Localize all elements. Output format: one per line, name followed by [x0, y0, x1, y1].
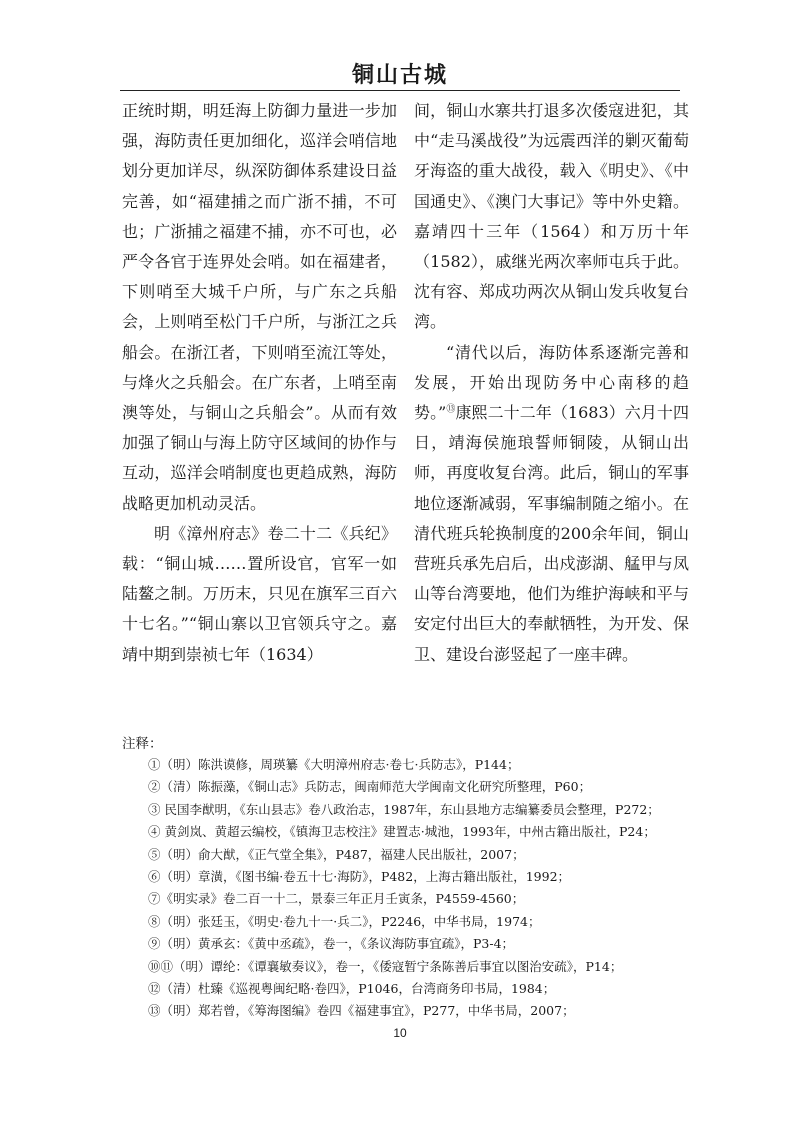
right-text-column: [414, 96, 689, 670]
footnote-item: ③ 民国李猷明，《东山县志》卷八政治志，1987年，东山县地方志编纂委员会整理，P272；: [148, 801, 660, 817]
body-paragraph: 间，铜山水寨共打退多次倭寇进犯，其中“走马溪战役”为远震西洋的剿灭葡萄牙海盗的重大战役，载入《明史》、《中国通史》、《澳门大事记》等中外史籍。嘉靖四十三年（1564）和万历十年（1582），戚继光两次率师屯兵于此。沈有容、郑成功两次从铜山发兵收复台湾。: [414, 101, 689, 332]
footnote-item: ④ 黄剑岚、黄超云编校，《镇海卫志校注》建置志·城池，1993年，中州古籍出版社，P24；: [148, 824, 656, 840]
footnote-item: ⑧（明）张廷玉，《明史·卷九十一·兵二》，P2246，中华书局，1974；: [148, 913, 541, 929]
body-text: 康熙二十二年（1683）六月十四日，靖海侯施琅誓师铜陵，从铜山出师，再度收复台湾。此后，铜山的军事地位逐渐减弱，军事编制随之缩小。在清代班兵轮换制度的200余年间，铜山营班兵承先启后，出戍澎湖、艋甲与凤山等台湾要地，他们为维护海峡和平与安定付出巨大的奉献牺牲，为开发、保卫、建设台澎竖起了一座丰碑。: [414, 403, 689, 664]
body-paragraph: 正统时期，明廷海上防御力量进一步加强，海防责任更加细化，巡洋会哨信地划分更加详尽，纵深防御体系建设日益完善，如“福建捕之而广浙不捕，不可也；广浙捕之福建不捕，亦不可也，必严令各官于连界处会哨。如在福建者，下则哨至大城千户所，与广东之兵船会，上则哨至松门千户所，与浙江之兵船会。在浙江者，下则哨至流江等处，与烽火之兵船会。在广东者，上哨至南澳等处，与铜山之兵船会”。从而有效加强了铜山与海上防守区域间的协作与互动，巡洋会哨制度也更趋成熟，海防战略更加机动灵活。: [122, 101, 397, 513]
left-text-column: [122, 96, 397, 670]
footnote-item: ⑨（明）黄承玄：《黄中丞疏》，卷一，《条议海防事宜疏》，P3-4；: [148, 936, 515, 952]
footnote-reference[interactable]: ⑬: [446, 404, 456, 415]
header-rule: [120, 90, 680, 91]
footnote-item: ⑫（清）杜臻《巡视粤闽纪略·卷四》，P1046，台湾商务印书局，1984；: [148, 981, 556, 997]
footnote-list: [148, 754, 708, 1023]
footnote-item: ⑤（明）俞大猷，《正气堂全集》，P487，福建人民出版社，2007；: [148, 846, 525, 862]
page-number: 10: [393, 1026, 407, 1040]
footnote-item: ⑩⑪（明）谭纶：《谭襄敏奏议》，卷一，《倭寇暂宁条陈善后事宜以图治安疏》，P14；: [148, 958, 623, 974]
page-header-title: 铜山古城: [351, 62, 448, 88]
footnote-item: ②（清）陈振藻，《铜山志》兵防志，闽南师范大学闽南文化研究所整理，P60；: [148, 779, 592, 795]
body-paragraph: [414, 338, 689, 670]
footnote-item: ⑬（明）郑若曾，《筹海图编》卷四《福建事宜》，P277，中华书局，2007；: [148, 1003, 575, 1019]
footnote-item: ⑥（明）章潢，《图书编·卷五十七·海防》，P482，上海古籍出版社，1992；: [148, 869, 571, 885]
quote-text: “清代以后，海防体系逐渐完善和发展，开始出现防务中心南移的趋势。”: [414, 342, 689, 423]
notes-label: 注释：: [122, 736, 163, 752]
footnote-item: ⑦《明实录》卷二百一十二，景泰三年正月壬寅条，P4559-4560；: [148, 891, 525, 907]
footnote-item: ①（明）陈洪谟修，周瑛纂《大明漳州府志·卷七·兵防志》，P144；: [148, 757, 520, 772]
body-paragraph: 明《漳州府志》卷二十二《兵纪》载：“铜山城……置所设官，官军一如陆鳌之制。万历末，只见在旗军三百六十七名。”“铜山寨以卫官领兵守之。嘉靖中期到崇祯七年（1634）: [122, 523, 397, 664]
